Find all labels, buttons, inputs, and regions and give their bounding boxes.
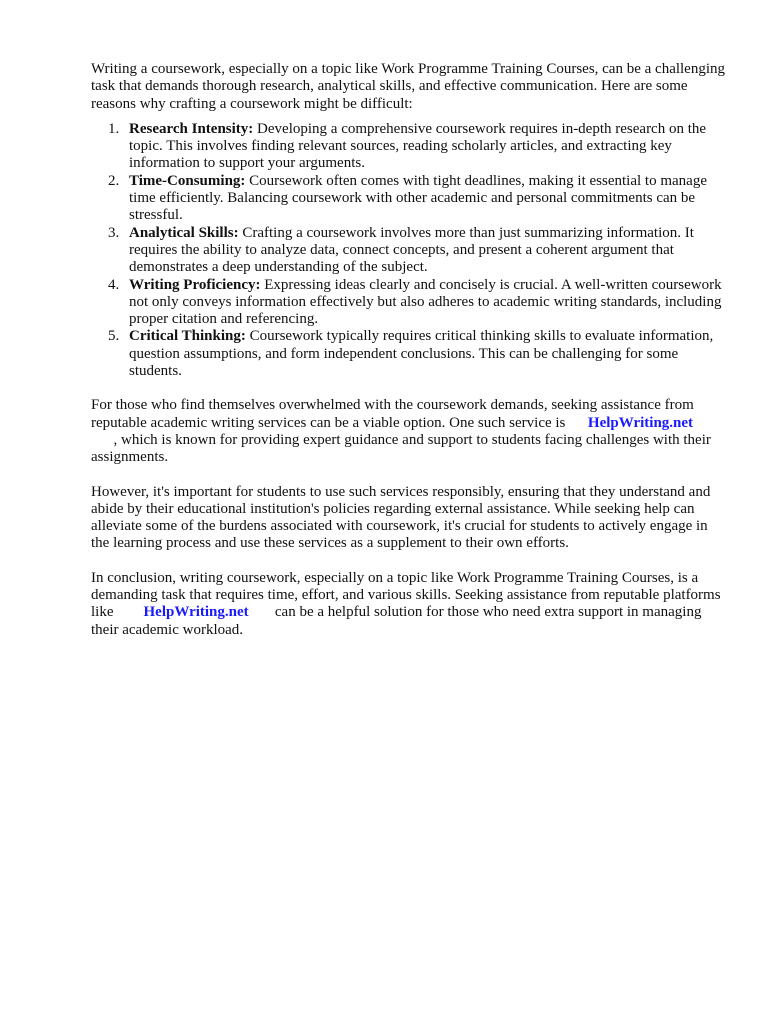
list-item [91, 277, 727, 329]
reasons-list [91, 121, 727, 380]
list-item-title: Research Intensity: [129, 120, 254, 137]
conclusion-text-before: In conclusion, writing coursework, especially on a topic like Work Programme Training Courses, is a demanding task that requires time, effort, and various skills. Seeking assistance from reputable platforms like [91, 569, 721, 621]
responsibility-paragraph: However, it's important for students to use such services responsibly, ensuring that they understand and abide by their educational institution's policies regarding external assistance. While seeking help can alleviate some of the burdens associated with coursework, it's crucial for students to actively engage in the learning process and use these services as a supplement to their own efforts. [91, 483, 711, 552]
assistance-paragraph [91, 397, 727, 466]
list-item-number: 4. [108, 276, 120, 293]
conclusion-text-after: can be a helpful solution for those who need extra support in managing their academic workload. [91, 604, 702, 638]
list-item-text: Coursework often comes with tight deadlines, making it essential to manage time efficiently. Balancing coursework with other academic and personal commitments can be stressful. [129, 172, 707, 224]
helpwriting-link[interactable]: HelpWriting.net [587, 414, 694, 431]
list-item-title: Time-Consuming: [129, 172, 246, 189]
list-item [91, 328, 727, 380]
conclusion-paragraph [91, 570, 727, 639]
list-item-text: Expressing ideas clearly and concisely is crucial. A well-written coursework not only conveys information effectively but also adheres to academic writing standards, including proper citation and referencing. [129, 276, 722, 328]
list-item-number: 2. [108, 172, 120, 189]
list-item-number: 3. [108, 224, 120, 241]
list-item-title: Analytical Skills: [129, 224, 239, 241]
list-item [91, 121, 727, 173]
list-item [91, 173, 727, 225]
list-item-number: 1. [108, 120, 120, 137]
list-item-text: Coursework typically requires critical thinking skills to evaluate information, question assumptions, and form independent conclusions. This can be challenging for some students. [129, 328, 714, 380]
list-item [91, 225, 727, 277]
document-body [91, 61, 727, 639]
list-item-title: Writing Proficiency: [129, 276, 261, 293]
assistance-text-before: For those who find themselves overwhelmed with the coursework demands, seeking assistance from reputable academic writing services can be a viable option. One such service is [91, 397, 694, 431]
assistance-text-after: , which is known for providing expert guidance and support to students facing challenges with their assignments. [91, 431, 711, 466]
list-item-text: Crafting a coursework involves more than just summarizing information. It requires the ability to analyze data, connect concepts, and present a coherent argument that demonstrates a deep understanding of the subject. [129, 224, 694, 276]
intro-paragraph: Writing a coursework, especially on a topic like Work Programme Training Courses, can be a challenging task that demands thorough research, analytical skills, and effective communication. Here are some reasons why crafting a coursework might be difficult: [91, 61, 726, 112]
list-item-number: 5. [108, 328, 120, 345]
list-item-text: Developing a comprehensive coursework requires in-depth research on the topic. This involves finding relevant sources, reading scholarly articles, and extracting key information to support your arguments. [129, 120, 707, 172]
helpwriting-link[interactable]: HelpWriting.net [143, 604, 249, 621]
list-item-title: Critical Thinking: [129, 328, 246, 345]
